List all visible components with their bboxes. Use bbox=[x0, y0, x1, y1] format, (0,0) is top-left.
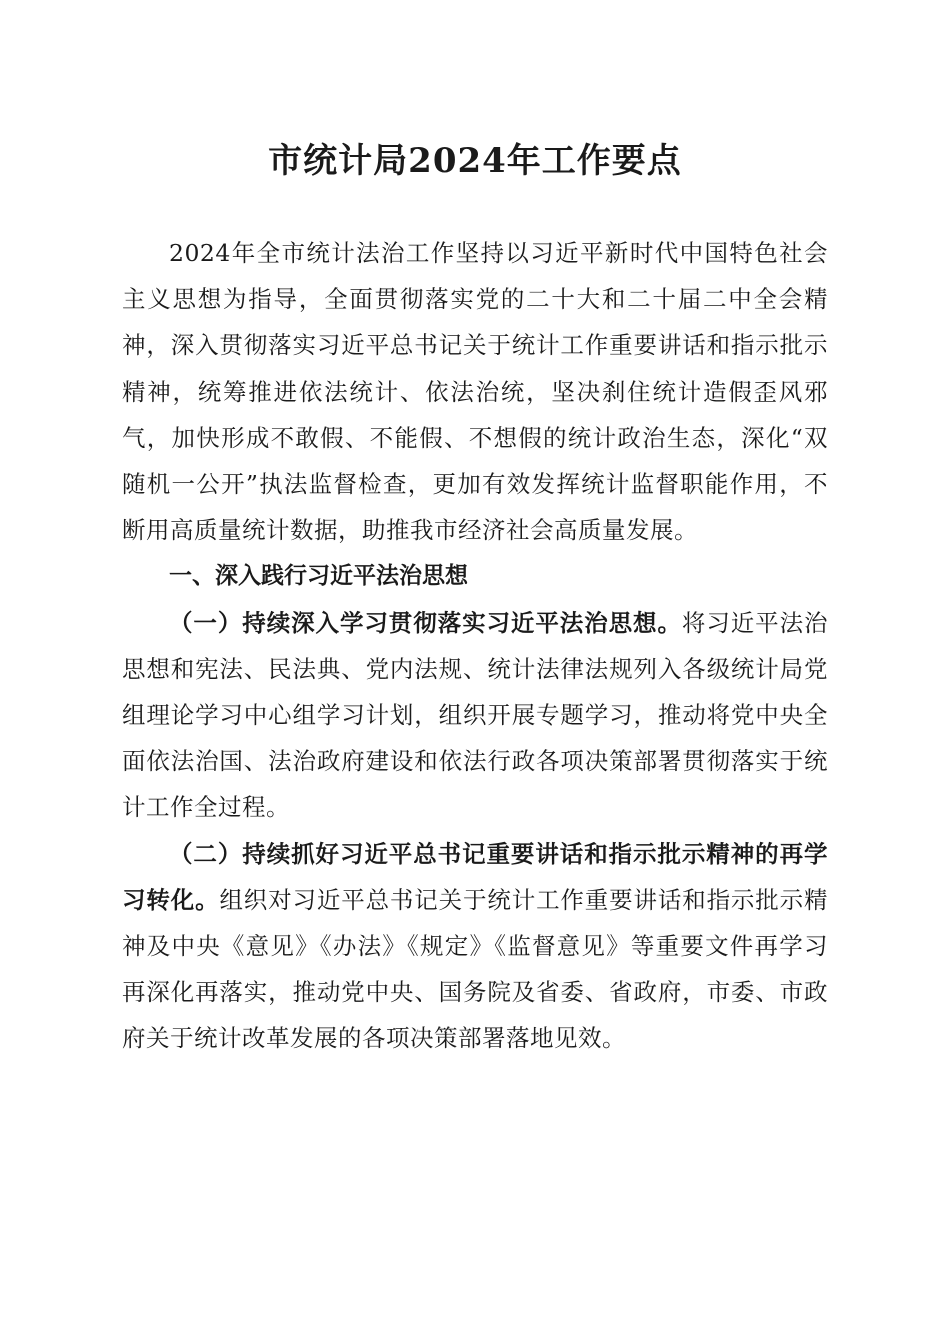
section-item-paragraph bbox=[122, 831, 828, 1062]
document-body bbox=[122, 230, 828, 1062]
intro-paragraph: 2024年全市统计法治工作坚持以习近平新时代中国特色社会主义思想为指导，全面贯彻落实党的二十大和二十届二中全会精神，深入贯彻落实习近平总书记关于统计工作重要讲话和指示批示精神，统筹推进依法统计、依法治统，坚决刹住统计造假歪风邪气，加快形成不敢假、不能假、不想假的统计政治生态，深化“双随机一公开”执法监督检查，更加有效发挥统计监督职能作用，不断用高质量统计数据，助推我市经济社会高质量发展。 bbox=[122, 239, 828, 545]
item-text: 组织对习近平总书记关于统计工作重要讲话和指示批示精神及中央《意见》《办法》《规定》《监督意见》等重要文件再学习再深化再落实，推动党中央、国务院及省委、省政府，市委、市政府关于统计改革发展的各项决策部署落地见效。 bbox=[122, 885, 829, 1053]
section-heading: 一、深入践行习近平法治思想 bbox=[169, 563, 468, 590]
item-text: 将习近平法治思想和宪法、民法典、党内法规、统计法律法规列入各级统计局党组理论学习中心组学习计划，组织开展专题学习，推动将党中央全面依法治国、法治政府建设和依法行政各项决策部署贯彻落实于统计工作全过程。 bbox=[122, 608, 829, 822]
item-lead: （二）持续抓好习近平总书记重要讲话和指示批示精神的再学习转化。 bbox=[122, 839, 828, 914]
document-title: 市统计局2024年工作要点 bbox=[268, 141, 682, 181]
item-lead: （一）持续深入学习贯彻落实习近平法治思想。 bbox=[169, 608, 682, 637]
section-item-paragraph bbox=[122, 600, 828, 831]
